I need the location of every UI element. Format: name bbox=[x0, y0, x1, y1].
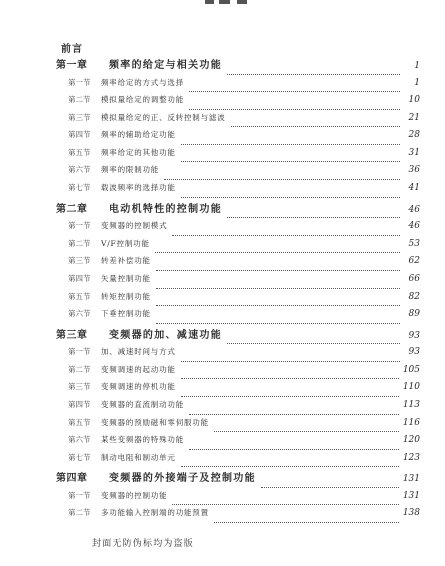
toc-entry-title: 频率给定的方式与选择 bbox=[101, 77, 184, 87]
toc-entry-number: 第二节 bbox=[68, 364, 91, 374]
toc-page-number: 131 bbox=[402, 474, 420, 485]
dot-leader bbox=[231, 126, 401, 127]
dot-leader bbox=[261, 487, 399, 488]
toc-entry-number: 第二节 bbox=[68, 95, 91, 105]
toc-page-number: 66 bbox=[408, 273, 420, 284]
dot-leader bbox=[172, 504, 398, 505]
toc-section-entry bbox=[56, 291, 420, 309]
dot-leader bbox=[181, 378, 399, 379]
toc-entry-number: 第五节 bbox=[68, 291, 91, 301]
toc-entry-title: 变频器的预励磁和零伺服功能 bbox=[101, 417, 209, 427]
dot-leader bbox=[155, 252, 400, 253]
toc-page-number: 138 bbox=[402, 508, 420, 519]
toc-entry-title: 模拟量给定的正、反转控制与滤波 bbox=[101, 112, 226, 122]
toc-section-entry bbox=[56, 255, 420, 273]
dot-leader bbox=[156, 305, 400, 306]
toc-entry-number: 第三章 bbox=[56, 329, 88, 341]
toc-entry-title: 转差补偿功能 bbox=[101, 256, 151, 266]
footer-note: 封面无防伪标均为盗版 bbox=[92, 539, 195, 549]
toc-entry-title: V/F控制功能 bbox=[101, 238, 150, 248]
toc-page-number: 53 bbox=[408, 238, 420, 249]
toc-entry-number: 第一节 bbox=[68, 77, 91, 87]
toc-page-number: 36 bbox=[408, 165, 420, 176]
toc-page-number: 89 bbox=[408, 309, 420, 320]
toc-entry-number: 第六节 bbox=[68, 435, 91, 445]
toc-entry-number: 第四节 bbox=[68, 400, 91, 409]
toc-section-entry bbox=[56, 77, 420, 95]
toc-page-number: 131 bbox=[402, 490, 420, 501]
toc-entry-number: 第二节 bbox=[68, 508, 91, 518]
toc-page-number: 105 bbox=[402, 364, 420, 375]
toc-page-number: 123 bbox=[402, 452, 420, 463]
toc-entry-title: 矢量控制功能 bbox=[101, 273, 151, 283]
toc-page-number: 41 bbox=[408, 183, 420, 194]
preface-heading: 前言 bbox=[61, 44, 83, 55]
toc-page-number: 116 bbox=[402, 417, 420, 428]
dot-leader bbox=[189, 91, 400, 92]
toc-page-number: 31 bbox=[408, 147, 420, 158]
dot-leader bbox=[181, 361, 400, 362]
toc-entry-title: 电动机特性的控制功能 bbox=[109, 203, 222, 215]
toc-section-entry bbox=[56, 94, 420, 112]
toc-entry-title: 转矩控制功能 bbox=[101, 291, 151, 301]
toc-entry-title: 变频器的外接端子及控制功能 bbox=[109, 473, 256, 485]
dot-leader bbox=[189, 109, 400, 110]
dot-leader bbox=[156, 288, 400, 289]
toc-section-entry bbox=[56, 129, 420, 147]
toc-entry-title: 频率的给定与相关功能 bbox=[109, 60, 222, 71]
dot-leader bbox=[181, 197, 400, 198]
dot-leader bbox=[181, 161, 400, 162]
toc-entry-number: 第六节 bbox=[68, 165, 91, 175]
toc-section-entry bbox=[56, 381, 420, 399]
toc-entry-title: 制动电阻和制动单元 bbox=[101, 452, 176, 462]
toc-page-number: 62 bbox=[408, 256, 420, 267]
toc-section-entry bbox=[56, 364, 420, 382]
toc-entry-number: 第四节 bbox=[68, 273, 91, 283]
toc-entry-number: 第三节 bbox=[68, 382, 91, 392]
toc-section-entry bbox=[56, 434, 420, 452]
toc-page-number: 113 bbox=[402, 400, 420, 410]
toc-section-entry bbox=[56, 452, 420, 470]
dot-leader bbox=[164, 179, 400, 180]
toc-entry-number: 第五节 bbox=[68, 147, 91, 157]
toc-page-number: 120 bbox=[402, 435, 420, 446]
toc-page-number: 21 bbox=[408, 112, 420, 123]
toc-page-number: 46 bbox=[408, 204, 420, 215]
dot-leader bbox=[189, 414, 399, 415]
dot-leader bbox=[214, 431, 399, 432]
dot-leader bbox=[227, 343, 400, 344]
toc-page-number: 1 bbox=[414, 61, 420, 71]
toc-entry-number: 第六节 bbox=[68, 309, 91, 319]
toc-section-entry bbox=[56, 182, 420, 200]
toc-entry-number: 第七节 bbox=[68, 452, 91, 462]
toc-section-entry bbox=[56, 238, 420, 256]
toc-entry-title: 下垂控制功能 bbox=[101, 309, 151, 319]
toc-chapter-entry bbox=[56, 200, 420, 221]
toc-page-number: 46 bbox=[408, 221, 420, 232]
toc-entry-number: 第一节 bbox=[68, 490, 91, 500]
toc-entry-number: 第一节 bbox=[68, 347, 91, 357]
table-of-contents bbox=[56, 56, 420, 525]
toc-entry-title: 变频器的直流制动功能 bbox=[101, 400, 184, 409]
dot-leader bbox=[227, 74, 400, 75]
toc-page-number: 82 bbox=[408, 291, 420, 302]
toc-chapter-entry bbox=[56, 326, 420, 347]
toc-page-number: 28 bbox=[408, 130, 420, 141]
toc-entry-number: 第七节 bbox=[68, 183, 91, 193]
toc-entry-title: 变频调速的停机功能 bbox=[101, 382, 176, 392]
toc-entry-number: 第二章 bbox=[56, 203, 88, 215]
dot-leader bbox=[156, 323, 400, 324]
toc-entry-number: 第四节 bbox=[68, 130, 91, 140]
toc-entry-number: 第一章 bbox=[56, 60, 88, 71]
toc-entry-title: 某些变频器的特殊功能 bbox=[101, 435, 184, 445]
toc-entry-number: 第三节 bbox=[68, 112, 91, 122]
toc-section-entry bbox=[56, 308, 420, 326]
toc-entry-title: 变频器的加、减速功能 bbox=[109, 329, 222, 341]
dot-leader bbox=[181, 466, 399, 467]
toc-chapter-entry bbox=[56, 469, 420, 490]
toc-section-entry bbox=[56, 112, 420, 130]
toc-entry-title: 加、减速时间与方式 bbox=[101, 347, 176, 357]
toc-page-number: 93 bbox=[408, 330, 420, 341]
toc-entry-title: 载波频率的选择功能 bbox=[101, 183, 176, 193]
toc-entry-title: 变频器的控制功能 bbox=[101, 490, 168, 500]
toc-page-number: 110 bbox=[402, 382, 420, 393]
toc-section-entry bbox=[56, 273, 420, 291]
dot-leader bbox=[172, 235, 400, 236]
dot-leader bbox=[227, 217, 400, 218]
toc-section-entry bbox=[56, 490, 420, 508]
toc-entry-title: 变频调速的起动功能 bbox=[101, 364, 176, 374]
toc-entry-number: 第四章 bbox=[56, 473, 88, 485]
dot-leader bbox=[214, 522, 399, 523]
toc-section-entry bbox=[56, 147, 420, 165]
toc-entry-number: 第二节 bbox=[68, 238, 91, 248]
toc-section-entry bbox=[56, 399, 420, 417]
toc-page-number: 93 bbox=[408, 347, 420, 358]
dot-leader bbox=[181, 144, 400, 145]
dot-leader bbox=[156, 270, 400, 271]
toc-entry-title: 频率的限制功能 bbox=[101, 165, 160, 175]
toc-entry-number: 第五节 bbox=[68, 417, 91, 427]
toc-entry-title: 模拟量给定的调整功能 bbox=[101, 95, 184, 105]
page-top-fragment bbox=[205, 0, 265, 6]
toc-entry-title: 多功能输入控制端的功能预置 bbox=[101, 508, 209, 518]
toc-entry-title: 变频器的控制模式 bbox=[101, 221, 168, 231]
toc-section-entry bbox=[56, 164, 420, 182]
toc-section-entry bbox=[56, 220, 420, 238]
toc-entry-number: 第三节 bbox=[68, 256, 91, 266]
toc-entry-number: 第一节 bbox=[68, 221, 91, 231]
toc-section-entry bbox=[56, 417, 420, 435]
toc-section-entry bbox=[56, 507, 420, 525]
toc-chapter-entry bbox=[56, 56, 420, 77]
dot-leader bbox=[181, 396, 399, 397]
toc-entry-title: 频率的辅助给定功能 bbox=[101, 130, 176, 140]
toc-page-number: 10 bbox=[408, 95, 420, 106]
dot-leader bbox=[189, 449, 399, 450]
toc-page-number: 1 bbox=[414, 77, 420, 88]
toc-entry-title: 频率给定的其他功能 bbox=[101, 147, 176, 157]
toc-section-entry bbox=[56, 346, 420, 364]
